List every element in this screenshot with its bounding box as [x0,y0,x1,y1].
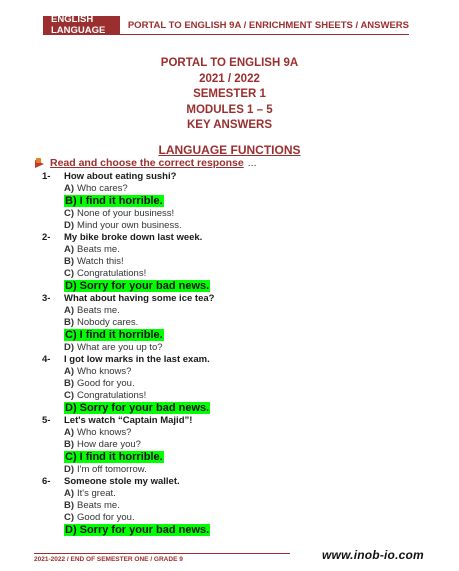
option-text: I find it horrible. [79,451,163,463]
option-text: Congratulations! [77,390,147,401]
question-text: My bike broke down last week. [64,232,203,243]
question-text: Someone stole my wallet. [64,476,180,487]
answer-option [42,366,422,378]
correct-option [42,402,422,415]
option-text: How dare you? [77,439,141,450]
answer-option [42,488,422,500]
answer-option [42,268,422,280]
answer-option [42,305,422,317]
question-block [42,293,422,354]
option-letter: C) [64,268,75,279]
option-text: I find it horrible. [79,329,163,341]
option-letter: C) [64,208,75,219]
answer-option [42,390,422,402]
option-text: Who cares? [77,183,128,194]
answer-highlight [64,402,210,414]
question-text: What about having some ice tea? [64,293,215,304]
option-letter: D) [64,220,75,231]
question-title [42,232,422,244]
answer-highlight [64,451,164,463]
question-block [42,171,422,232]
correct-option [42,280,422,293]
option-letter: A) [64,427,75,438]
title-line-3: SEMESTER 1 [193,88,266,100]
answer-option [42,183,422,195]
question-title [42,476,422,488]
correct-option [42,329,422,342]
question-block [42,354,422,415]
answer-option [42,427,422,439]
answer-option [42,256,422,268]
option-text: I find it horrible. [79,195,163,207]
title-block [0,56,459,134]
option-letter: B) [64,317,75,328]
option-letter: A) [64,183,75,194]
question-number: 3- [42,293,51,304]
instruction-text: Read and choose the correct response [50,157,244,169]
answer-option [42,464,422,476]
option-letter: B) [64,439,75,450]
question-number: 4- [42,354,51,365]
option-text: Congratulations! [77,268,147,279]
option-letter: D) [65,524,77,536]
option-text: Mind your own business. [77,220,182,231]
pointer-bullet-icon [35,158,46,169]
question-block [42,232,422,293]
answer-highlight [64,195,164,207]
option-text: Good for you. [77,512,135,523]
correct-option [42,195,422,208]
answer-option [42,378,422,390]
title-line-1: PORTAL TO ENGLISH 9A [160,57,299,69]
answer-option [42,512,422,524]
option-letter: A) [64,488,75,499]
answer-option [42,439,422,451]
question-list [42,171,422,537]
footer-website: www.inob-io.com [322,548,424,562]
footer-text: 2021-2022 / END OF SEMESTER ONE / GRADE 9 [34,553,290,563]
option-text: Nobody cares. [77,317,139,328]
answer-option [42,500,422,512]
option-text: Sorry for your bad news. [79,280,210,292]
option-text: Who knows? [77,427,132,438]
option-text: Beats me. [77,305,120,316]
option-text: It's great. [77,488,116,499]
option-text: What are you up to? [77,342,163,353]
page-header [43,16,409,35]
option-text: Good for you. [77,378,135,389]
answer-highlight [64,280,210,292]
instruction-ellipsis: ... [247,157,257,169]
question-text: How about eating sushi? [64,171,177,182]
title-line-2: 2021 / 2022 [199,72,260,85]
option-letter: B) [64,256,75,267]
title-line-4: MODULES 1 – 5 [186,103,273,116]
option-text: Watch this! [77,256,124,267]
answer-highlight [64,524,210,536]
answer-option [42,244,422,256]
answer-option [42,208,422,220]
option-letter: D) [64,342,75,353]
option-letter: B) [64,378,75,389]
option-letter: C) [65,451,77,463]
option-text: I'm off tomorrow. [77,464,147,475]
question-block [42,476,422,537]
question-block [42,415,422,476]
subject-tag: ENGLISH LANGUAGE [43,16,120,34]
answer-option [42,220,422,232]
title-line-5: KEY ANSWERS [187,119,272,131]
option-letter: D) [64,464,75,475]
option-text: Sorry for your bad news. [79,402,210,414]
option-letter: D) [65,280,77,292]
option-text: Beats me. [77,500,120,511]
question-number: 5- [42,415,51,426]
option-letter: C) [64,512,75,523]
option-letter: C) [65,329,77,341]
answer-option [42,342,422,354]
header-subtitle: PORTAL TO ENGLISH 9A / ENRICHMENT SHEETS / ANSWERS [127,19,409,31]
question-text: Let's watch “Captain Majid”! [64,415,193,426]
option-text: Who knows? [77,366,132,377]
question-title [42,293,422,305]
question-title [42,415,422,427]
question-number: 6- [42,476,51,487]
correct-option [42,451,422,464]
option-text: None of your business! [77,208,175,219]
correct-option [42,524,422,537]
section-heading: LANGUAGE FUNCTIONS [158,143,301,157]
answer-highlight [64,329,164,341]
instruction-row [35,157,257,169]
option-letter: C) [64,390,75,401]
option-letter: A) [64,305,75,316]
option-text: Sorry for your bad news. [79,524,210,536]
option-letter: A) [64,244,75,255]
question-text: I got low marks in the last exam. [64,354,210,365]
option-letter: B) [65,195,77,207]
question-title [42,171,422,183]
question-number: 1- [42,171,51,182]
option-text: Beats me. [77,244,120,255]
option-letter: B) [64,500,75,511]
answer-option [42,317,422,329]
question-number: 2- [42,232,51,243]
question-title [42,354,422,366]
option-letter: D) [65,402,77,414]
option-letter: A) [64,366,75,377]
